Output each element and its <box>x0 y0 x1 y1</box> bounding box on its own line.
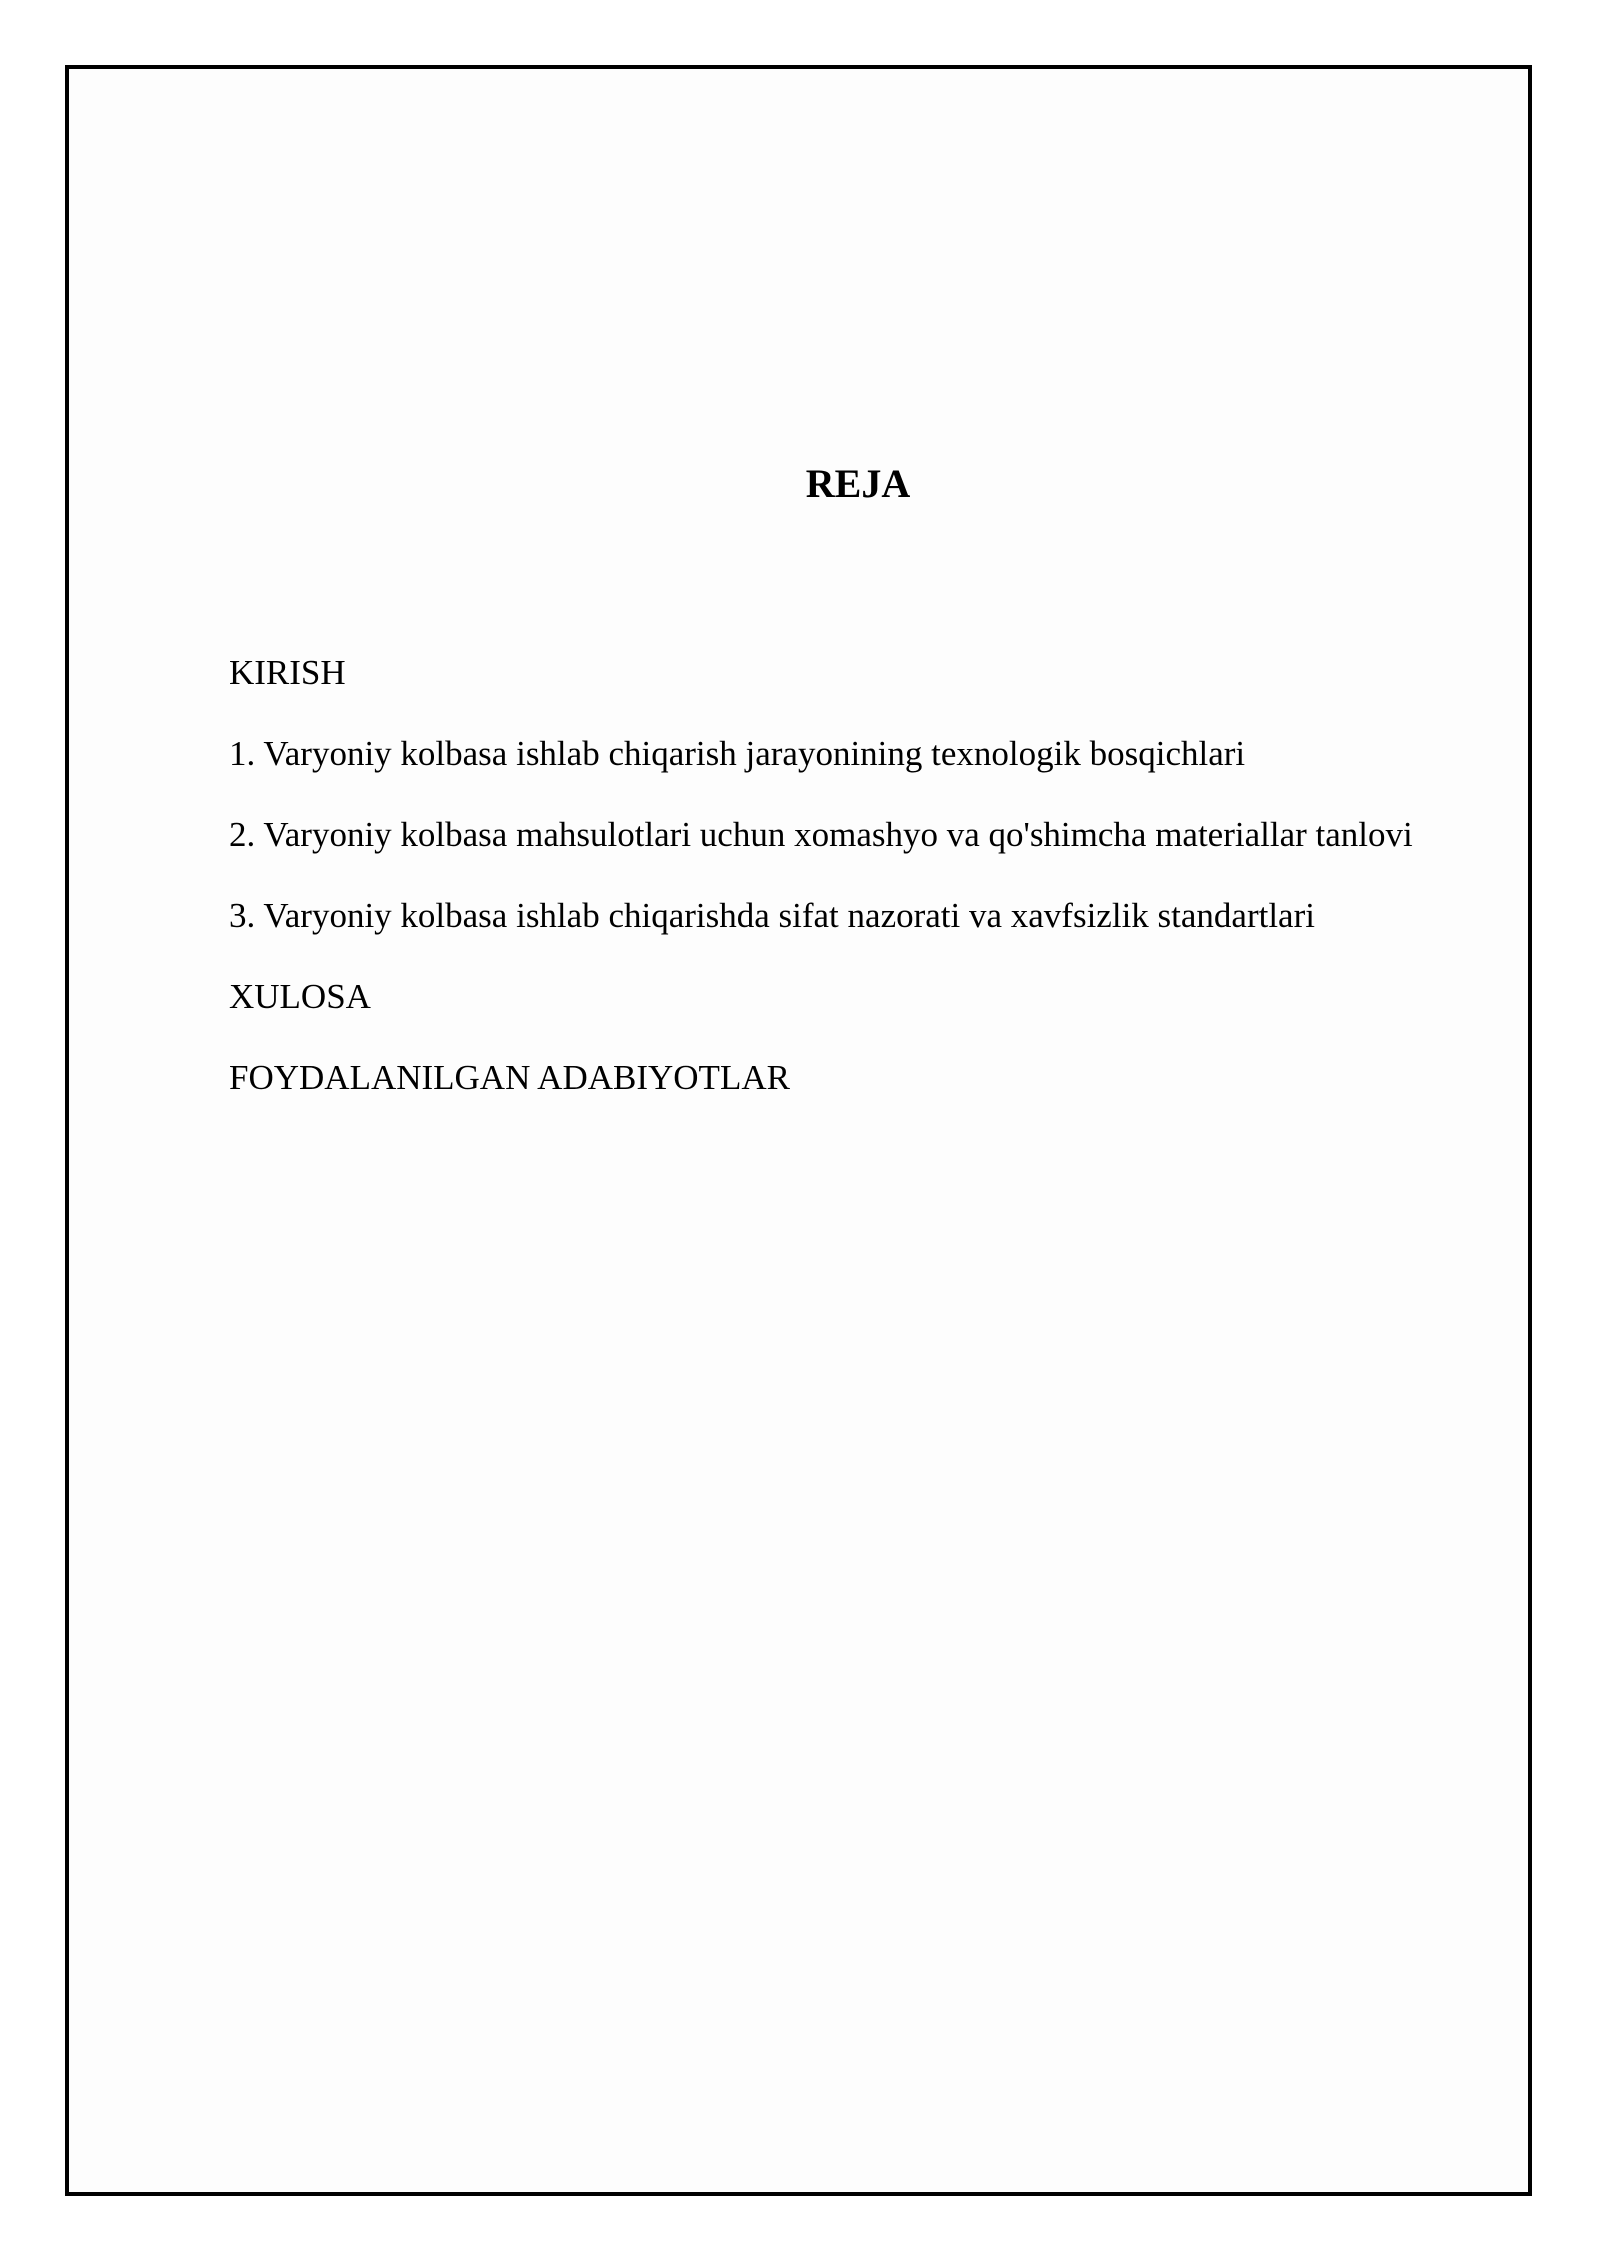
page-title: REJA <box>805 461 911 506</box>
toc-item-2: 2. Varyoniy kolbasa mahsulotlari uchun xomashyo va qo'shimcha materiallar tanlovi <box>229 815 1413 854</box>
toc-item-references: FOYDALANILGAN ADABIYOTLAR <box>229 1058 790 1097</box>
toc-item-3: 3. Varyoniy kolbasa ishlab chiqarishda sifat nazorati va xavfsizlik standartlari <box>229 896 1315 935</box>
toc-item-1: 1. Varyoniy kolbasa ishlab chiqarish jarayonining texnologik bosqichlari <box>229 734 1246 773</box>
page-border <box>65 65 1532 2196</box>
toc-item-introduction: KIRISH <box>229 653 346 692</box>
table-of-contents <box>229 640 1419 1126</box>
toc-item-conclusion: XULOSA <box>229 977 371 1016</box>
